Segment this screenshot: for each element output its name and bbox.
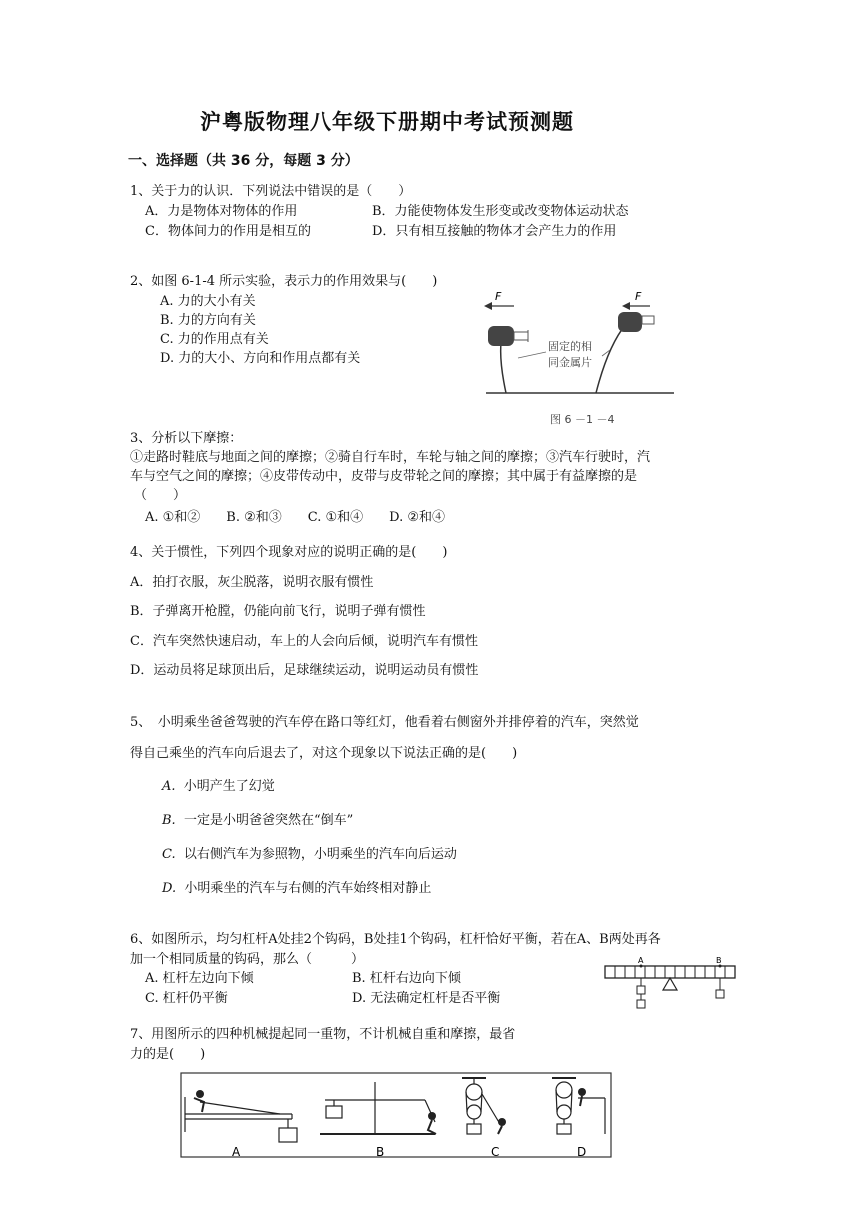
right-strip [596, 324, 626, 393]
q1-option-c: C．物体间力的作用是相互的 [145, 224, 311, 239]
q1-option-d: D．只有相互接触的物体才会产生力的作用 [372, 224, 617, 239]
q2-option-a: A. 力的大小有关 [160, 294, 256, 309]
q2-option-c: C. 力的作用点有关 [160, 332, 269, 347]
q2-option-b: B. 力的方向有关 [160, 313, 256, 328]
q5-option-a [162, 775, 275, 794]
right-force-label: F [635, 290, 642, 303]
q6-figure-lever [600, 952, 740, 1016]
section-heading: 一、选择题（共 36 分，每题 3 分） [128, 153, 359, 169]
q2-option-d: D. 力的大小、方向和作用点都有关 [160, 351, 361, 366]
q5-option-d-letter: D. [162, 881, 177, 896]
machine-a-label: A [232, 1145, 241, 1159]
q1-stem: 1、关于力的认识．下列说法中错误的是（ ） [130, 184, 412, 199]
q5-option-b [162, 809, 353, 828]
left-fist-icon [488, 326, 528, 346]
right-fist-icon [618, 312, 654, 332]
machine-c-label: C [491, 1145, 500, 1159]
page-title: 沪粤版物理八年级下册期中考试预测题 [200, 110, 574, 134]
q5-option-c-text: 以右侧汽车为参照物，小明乘坐的汽车向后运动 [183, 847, 457, 862]
q5-stem-line-1: 5、 小明乘坐爸爸驾驶的汽车停在路口等红灯，他看着右侧窗外并排停着的汽车，突然觉 [130, 715, 639, 730]
q1-option-b: B．力能使物体发生形变或改变物体运动状态 [372, 204, 629, 219]
q5-option-a-text: 小明产生了幻觉 [183, 779, 275, 794]
q6-stem-line-1: 6、如图所示，均匀杠杆A处挂2个钩码，B处挂1个钩码，杠杆恰好平衡，若在A、B两处再各 [130, 932, 661, 947]
weight-b1 [716, 990, 724, 998]
q4-option-c: C．汽车突然快速启动，车上的人会向后倾，说明汽车有惯性 [130, 634, 478, 649]
q5-stem-line-2: 得自己乘坐的汽车向后退去了，对这个现象以下说法正确的是( ) [130, 746, 518, 761]
q3-line-3: （ ） [134, 488, 187, 503]
q2-stem: 2、如图 6-1-4 所示实验，表示力的作用效果与( ) [130, 274, 438, 289]
q6-option-a: A. 杠杆左边向下倾 [145, 971, 254, 986]
q6-stem-line-2: 加一个相同质量的钩码，那么（ ） [130, 952, 365, 967]
q6-option-c: C. 杠杆仍平衡 [145, 991, 228, 1006]
q6-option-d: D. 无法确定杠杆是否平衡 [352, 991, 501, 1006]
q5-option-c [162, 843, 457, 862]
q5-option-b-text: 一定是小明爸爸突然在“倒车” [183, 813, 354, 828]
q7-stem-line-2: 力的是( ) [130, 1047, 206, 1062]
q6-option-b: B. 杠杆右边向下倾 [352, 971, 461, 986]
machine-d-label: D [577, 1145, 587, 1159]
fig-label-line2: 同金属片 [548, 356, 592, 369]
q1-option-a: A．力是物体对物体的作用 [145, 204, 298, 219]
q2-figure-metal-strips [478, 286, 678, 428]
q5-option-a-letter: A. [162, 779, 176, 794]
fig-label-line1: 固定的相 [548, 340, 592, 353]
lever-point-a-label: A [638, 956, 644, 965]
q5-option-b-letter: B. [162, 813, 176, 828]
q5-option-d-text: 小明乘坐的汽车与右侧的汽车始终相对静止 [184, 881, 432, 896]
q3-options: A. ①和② B. ②和③ C. ①和④ D. ②和④ [145, 510, 446, 525]
lever-point-b-label: B [716, 956, 722, 965]
q7-figure-machines [180, 1072, 612, 1160]
q3-line-2: 车与空气之间的摩擦；④皮带传动中，皮带与皮带轮之间的摩擦；其中属于有益摩擦的是 [130, 469, 638, 484]
q4-option-d: D．运动员将足球顶出后，足球继续运动，说明运动员有惯性 [130, 663, 479, 678]
machine-b-label: B [376, 1145, 385, 1159]
lever-pivot [663, 978, 677, 990]
weight-a2 [637, 1000, 645, 1008]
q3-line-1: ①走路时鞋底与地面之间的摩擦；②骑自行车时，车轮与轴之间的摩擦；③汽车行驶时，汽 [130, 450, 651, 465]
fig-caption: 图 6 －1 －4 [550, 413, 615, 426]
weight-a1 [637, 986, 645, 994]
q4-stem: 4、关于惯性，下列四个现象对应的说明正确的是( ) [130, 545, 448, 560]
q4-option-a: A．拍打衣服，灰尘脱落，说明衣服有惯性 [130, 575, 374, 590]
q5-option-d [162, 877, 431, 896]
q3-stem: 3、分析以下摩擦： [130, 431, 243, 446]
q5-option-c-letter: C. [162, 847, 176, 862]
q4-option-b: B．子弹离开枪膛，仍能向前飞行，说明子弹有惯性 [130, 604, 426, 619]
q7-stem-line-1: 7、用图所示的四种机械提起同一重物，不计机械自重和摩擦，最省 [130, 1027, 516, 1042]
left-force-label: F [495, 290, 502, 303]
